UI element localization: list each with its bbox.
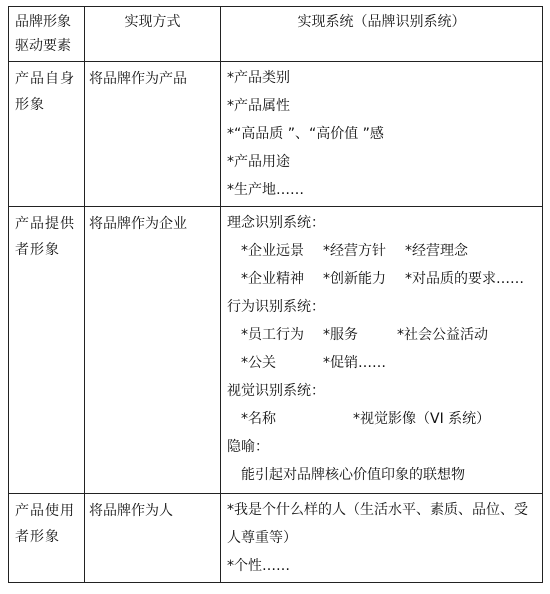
method-cell: 将品牌作为人: [85, 494, 221, 583]
system-cell: [221, 207, 543, 494]
method-cell: 将品牌作为企业: [85, 207, 221, 494]
section-title: 理念识别系统：: [227, 215, 325, 231]
list-item: *个性……: [227, 558, 290, 574]
list-item: *产品类别: [227, 70, 290, 86]
list-item: *公关: [241, 355, 276, 371]
list-item: *社会公益活动: [397, 327, 488, 343]
list-item: *产品用途: [227, 154, 290, 170]
factor-cell: 产品自身形象: [9, 62, 85, 207]
list-item: *企业远景: [241, 243, 304, 259]
header-method: 实现方式: [85, 7, 221, 62]
system-cell: [221, 62, 543, 207]
list-item: *创新能力: [323, 271, 386, 287]
factor-cell: 产品使用者形象: [9, 494, 85, 583]
system-cell: [221, 494, 543, 583]
header-factor: 品牌形象驱动要素: [9, 7, 85, 62]
section-title: 行为识别系统：: [227, 299, 325, 315]
method-cell: 将品牌作为产品: [85, 62, 221, 207]
table-row: [9, 494, 543, 583]
factor-cell: 产品提供者形象: [9, 207, 85, 494]
list-item: *服务: [323, 327, 358, 343]
list-item: *员工行为: [241, 327, 304, 343]
list-item: *企业精神: [241, 271, 304, 287]
list-item: *“高品质 ”、“高价值 ”感: [227, 126, 384, 142]
section-title: 视觉识别系统：: [227, 383, 325, 399]
brand-image-table: [8, 6, 543, 583]
list-item: *对品质的要求……: [405, 271, 524, 287]
list-item: *生产地……: [227, 182, 304, 198]
header-system: 实现系统（品牌识别系统）: [221, 7, 543, 62]
section-title: 隐喻：: [227, 439, 269, 455]
list-item: *经营理念: [405, 243, 468, 259]
list-item: *视觉影像（VI 系统）: [353, 411, 491, 427]
table-row: [9, 207, 543, 494]
list-item: 能引起对品牌核心价值印象的联想物: [241, 467, 465, 483]
list-item: *产品属性: [227, 98, 290, 114]
list-item: *我是个什么样的人（生活水平、素质、品位、受人尊重等）: [227, 502, 528, 546]
list-item: *名称: [241, 411, 276, 427]
list-item: *促销……: [323, 355, 386, 371]
table-row: [9, 62, 543, 207]
header-row: [9, 7, 543, 62]
list-item: *经营方针: [323, 243, 386, 259]
